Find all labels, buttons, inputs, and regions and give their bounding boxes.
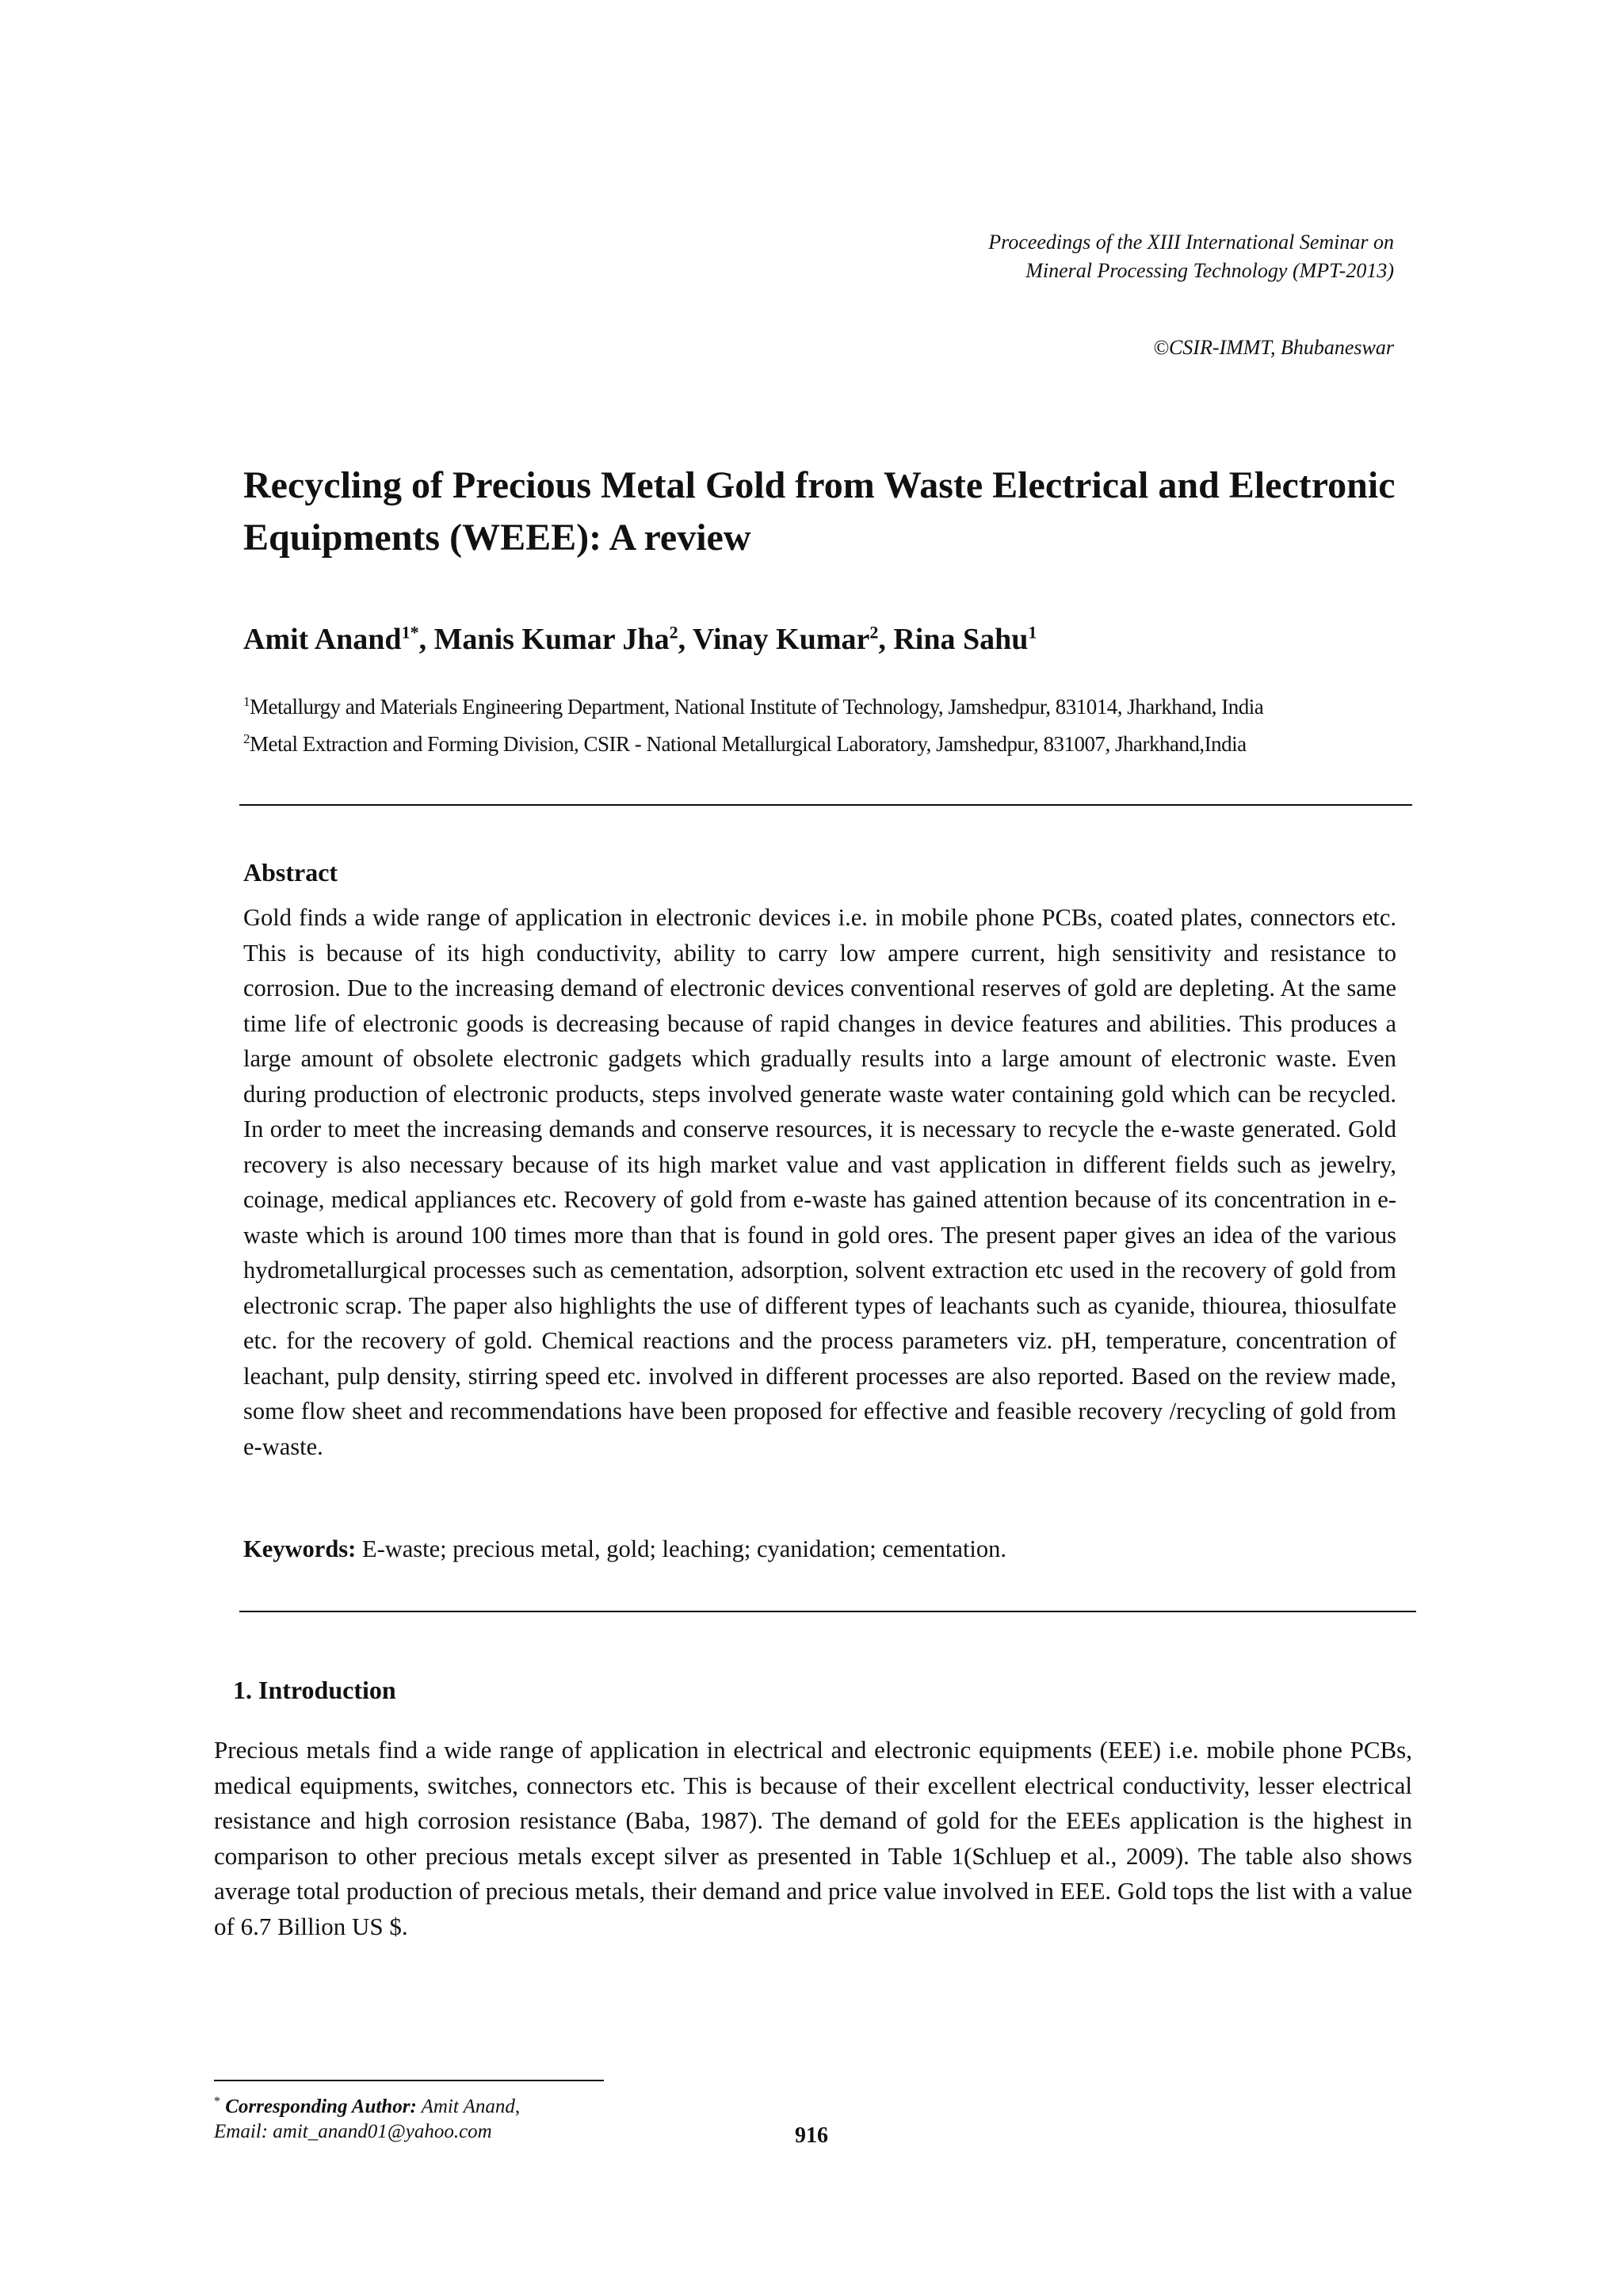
- keywords-text: E-waste; precious metal, gold; leaching; cyanidation; cementation.: [361, 1535, 1007, 1562]
- author-list: Amit Anand$^{1*}$, Manis Kumar Jha$^2$, Vinay Kumar$^2$, Rina Sahu$^1$: [243, 622, 1037, 656]
- author-affil-marker: 2: [869, 622, 879, 643]
- author-affil-marker: 1*: [401, 622, 419, 643]
- page-number: 916: [795, 2123, 828, 2148]
- footnote-email: Email: amit_anand01@yahoo.com: [214, 2121, 492, 2143]
- affiliation-text: Metal Extraction and Forming Division, CSIR - National Metallurgical Laboratory, Jamshedpur, 831007, Jharkhand,India: [250, 732, 1247, 756]
- divider: [239, 1611, 1416, 1612]
- divider: [239, 804, 1412, 806]
- affiliation-marker: 1: [243, 694, 250, 709]
- proceedings-header: [988, 228, 1394, 285]
- affiliation: [243, 731, 1247, 757]
- introduction-body: Precious metals find a wide range of application in electrical and electronic equipments (EEE) i.e. mobile phone PCBs, medical equipments, switches, connectors etc. This is because of their excellent electrical conductivity, lesser electrical resistance and high corrosion resistance (Baba, 1987). The demand of gold for the EEEs application is the highest in comparison to other precious metals except silver as presented in Table 1(Schluep et al., 2009). The table also shows average total production of precious metals, their demand and price value involved in EEE. Gold tops the list with a value of 6.7 Billion US $.: [214, 1736, 1412, 1940]
- footnote-label: Corresponding Author:: [225, 2096, 417, 2118]
- author-name: Vinay Kumar: [692, 623, 870, 656]
- proceedings-line-1: Proceedings of the XIII International Seminar on: [988, 231, 1394, 254]
- affiliation-text: Metallurgy and Materials Engineering Department, National Institute of Technology, Jamshedpur, 831014, Jharkhand, India: [250, 695, 1264, 719]
- affiliation: [243, 694, 1263, 719]
- abstract-heading: Abstract: [243, 858, 338, 887]
- paper-title: Recycling of Precious Metal Gold from Waste Electrical and Electronic Equipments (WEEE): A review: [243, 464, 1396, 559]
- affiliation-marker: 2: [243, 731, 250, 746]
- proceedings-line-2: Mineral Processing Technology (MPT-2013): [1025, 259, 1394, 282]
- author-affil-marker: 1: [1028, 622, 1037, 643]
- keywords: [243, 1535, 1006, 1563]
- footnote-marker: *: [214, 2095, 220, 2108]
- keywords-label: Keywords:: [243, 1535, 357, 1562]
- author-affil-marker: 2: [669, 622, 678, 643]
- copyright-notice: ©CSIR-IMMT, Bhubaneswar: [1153, 336, 1394, 359]
- author-name: Rina Sahu: [893, 623, 1029, 656]
- abstract-body: Gold finds a wide range of application in electronic devices i.e. in mobile phone PCBs, coated plates, connectors etc. This is because of its high conductivity, ability to carry low ampere current, high sensitivity and resistance to corrosion. Due to the increasing demand of electronic devices conventional reserves of gold are depleting. At the same time life of electronic goods is decreasing because of rapid changes in device features and abilities. This produces a large amount of obsolete electronic gadgets which gradually results into a large amount of electronic waste. Even during production of electronic products, steps involved generate waste water containing gold which can be recycled. In order to meet the increasing demands and conserve resources, it is necessary to recycle the e-waste generated. Gold recovery is also necessary because of its high market value and vast application in different fields such as jewelry, coinage, medical appliances etc. Recovery of gold from e-waste has gained attention because of its concentration in e-waste which is around 100 times more than that is found in gold ores. The present paper gives an idea of the various hydrometallurgical processes such as cementation, adsorption, solvent extraction etc used in the recovery of gold from electronic scrap. The paper also highlights the use of different types of leachants such as cyanide, thiourea, thiosulfate etc. for the recovery of gold. Chemical reactions and the process parameters viz. pH, temperature, concentration of leachant, pulp density, stirring speed etc. involved in different processes are also reported. Based on the review made, some flow sheet and recommendations have been proposed for effective and feasible recovery /recycling of gold from e-waste.: [243, 904, 1396, 1460]
- footnote-divider: [214, 2080, 604, 2081]
- author-name: Manis Kumar Jha: [433, 623, 670, 656]
- footnote-author: Amit Anand,: [421, 2096, 521, 2118]
- section-heading-introduction: 1. Introduction: [233, 1676, 396, 1704]
- author-name: Amit Anand: [243, 623, 402, 656]
